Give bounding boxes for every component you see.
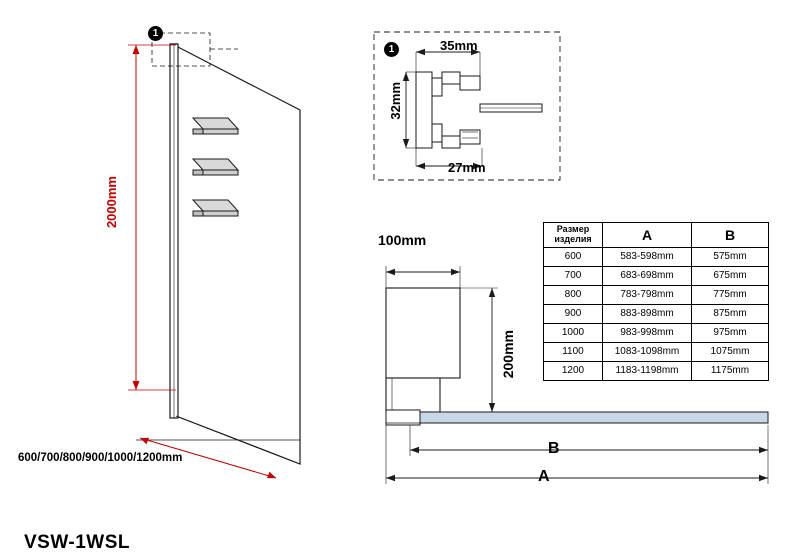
table-header-b: B: [692, 223, 769, 248]
cell-size: 1100: [544, 342, 603, 361]
table-header-row: [544, 223, 769, 248]
cell-b: 775mm: [692, 285, 769, 304]
cell-b: 875mm: [692, 304, 769, 323]
plan-dimension-b: B: [548, 440, 560, 457]
detail-width-dimension: 35mm: [440, 38, 478, 53]
callout-marker-1-elevation: 1: [148, 26, 163, 41]
table-row: [544, 342, 769, 361]
cell-size: 1200: [544, 361, 603, 380]
cell-a: 1183-1198mm: [603, 361, 692, 380]
table-row: [544, 304, 769, 323]
plan-depth-dimension: 100mm: [378, 232, 427, 248]
table-row: [544, 361, 769, 380]
cell-size: 700: [544, 266, 603, 285]
detail-height-dimension: 32mm: [388, 82, 403, 120]
cell-a: 983-998mm: [603, 323, 692, 342]
table-row: [544, 323, 769, 342]
table-row: [544, 266, 769, 285]
cell-a: 583-598mm: [603, 247, 692, 266]
callout-marker-1-detail: 1: [384, 42, 399, 57]
size-table: [543, 222, 769, 381]
cell-size: 1000: [544, 323, 603, 342]
cell-a: 683-698mm: [603, 266, 692, 285]
elevation-height-dimension: 2000mm: [104, 176, 119, 229]
cell-b: 675mm: [692, 266, 769, 285]
elevation-width-options: 600/700/800/900/1000/1200mm: [18, 452, 183, 464]
cell-size: 600: [544, 247, 603, 266]
table-header-size: Размер изделия: [544, 223, 603, 248]
cell-b: 1175mm: [692, 361, 769, 380]
cell-a: 1083-1098mm: [603, 342, 692, 361]
cell-b: 975mm: [692, 323, 769, 342]
model-name-label: VSW-1WSL: [24, 532, 131, 553]
cell-a: 883-898mm: [603, 304, 692, 323]
cell-b: 575mm: [692, 247, 769, 266]
left-elevation-view: [0, 0, 330, 500]
cell-size: 900: [544, 304, 603, 323]
table-row: [544, 285, 769, 304]
plan-height-dimension: 200mm: [500, 330, 516, 379]
cell-a: 783-798mm: [603, 285, 692, 304]
cell-size: 800: [544, 285, 603, 304]
plan-dimension-a: A: [538, 468, 550, 485]
table-header-a: A: [603, 223, 692, 248]
cell-b: 1075mm: [692, 342, 769, 361]
detail-inner-dimension: 27mm: [448, 160, 486, 175]
table-row: [544, 247, 769, 266]
